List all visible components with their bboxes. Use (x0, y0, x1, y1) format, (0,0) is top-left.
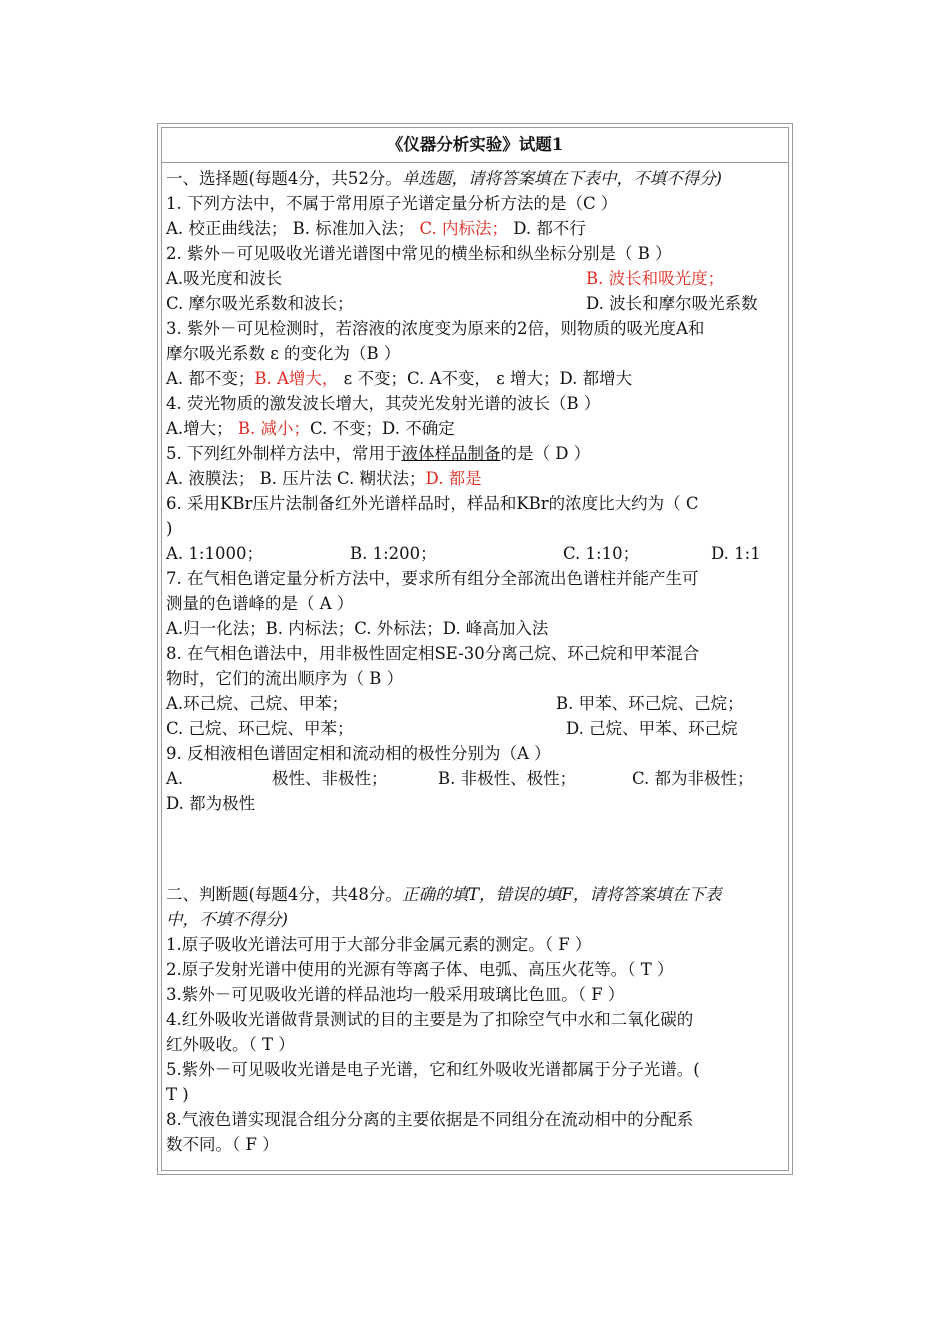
q8-stem-line2: 物时，它们的流出顺序为（ B ） (166, 669, 404, 688)
exam-table-outer (157, 123, 793, 1175)
q5-options: A. 液膜法； B. 压片法 C. 糊状法；D. 都是 (166, 469, 482, 488)
q6-options: A. 1:1000； B. 1:200； C. 1:10； D. 1:1 (166, 544, 761, 563)
q2-stem: 2. 紫外－可见吸收光谱光谱图中常见的横坐标和纵坐标分别是（ B ） (166, 244, 672, 263)
q2-options-row2: C. 摩尔吸光系数和波长； D. 波长和摩尔吸光系数 (166, 294, 758, 313)
q9-stem: 9. 反相液相色谱固定相和流动相的极性分别为（A ） (166, 744, 551, 763)
q3-options: A. 都不变；B. A增大， ε 不变；C. A不变， ε 增大；D. 都增大 (166, 369, 633, 388)
q3-answer: B. A增大， (254, 369, 339, 388)
q3-stem-line2: 摩尔吸光系数 ε 的变化为（B ） (166, 344, 401, 363)
q7-stem-line1: 7. 在气相色谱定量分析方法中，要求所有组分全部流出色谱柱并能产生可 (166, 569, 699, 588)
tf-item-8-line2: 数不同。（ F ） (166, 1135, 279, 1154)
q7-stem-line2: 测量的色谱峰的是（ A ） (166, 594, 354, 613)
q2-options-row1: A.吸光度和波长 B. 波长和吸光度； (166, 266, 786, 291)
tf-item-4-line2: 红外吸收。（ T ） (166, 1035, 295, 1054)
q1-answer: C. 内标法； (419, 219, 509, 238)
exam-body (166, 166, 786, 1157)
tf-item-3: 3.紫外－可见吸收光谱的样品池均一般采用玻璃比色皿。（ F ） (166, 985, 625, 1004)
q4-stem: 4. 荧光物质的激发波长增大，其荧光发射光谱的波长（B ） (166, 394, 601, 413)
q6-stem-line2: ) (166, 519, 173, 538)
q5-answer: D. 都是 (425, 469, 482, 488)
spacer (166, 816, 786, 882)
q4-options: A.增大； B. 减小；C. 不变；D. 不确定 (166, 419, 455, 438)
q3-stem-line1: 3. 紫外－可见检测时，若溶液的浓度变为原来的2倍，则物质的吸光度A和 (166, 319, 705, 338)
q1-stem: 1. 下列方法中，不属于常用原子光谱定量分析方法的是（C ） (166, 194, 618, 213)
section2-header-line2: 中，不填不得分) (166, 910, 288, 929)
tf-item-4-line1: 4.红外吸收光谱做背景测试的目的主要是为了扣除空气中水和二氧化碳的 (166, 1010, 694, 1029)
q8-options-row1: A.环己烷、己烷、甲苯； B. 甲苯、环己烷、己烷； (166, 694, 744, 713)
q1-options: A. 校正曲线法； B. 标准加入法； C. 内标法； D. 都不行 (166, 219, 586, 238)
q2-answer: B. 波长和吸光度； (586, 269, 725, 288)
tf-item-1: 1.原子吸收光谱法可用于大部分非金属元素的测定。（ F ） (166, 935, 592, 954)
q4-answer: B. 减小； (237, 419, 311, 438)
section2-header: 二、判断题(每题4分，共48分。正确的填T，错误的填F，请将答案填在下表 (166, 885, 722, 904)
tf-item-2: 2.原子发射光谱中使用的光源有等离子体、电弧、高压火花等。（ T ） (166, 960, 674, 979)
q8-options-row2: C. 己烷、环己烷、甲苯； D. 己烷、甲苯、环己烷 (166, 719, 738, 738)
tf-item-8-line1: 8.气液色谱实现混合组分分离的主要依据是不同组分在流动相中的分配系 (166, 1110, 694, 1129)
tf-item-5-line1: 5.紫外－可见吸收光谱是电子光谱，它和红外吸收光谱都属于分子光谱。( (166, 1060, 700, 1079)
q9-options-row2: D. 都为极性 (166, 794, 256, 813)
q5-stem: 5. 下列红外制样方法中，常用于液体样品制备的是（ D ） (166, 444, 591, 463)
section1-header: 一、选择题(每题4分，共52分。单选题，请将答案填在下表中，不填不得分) (166, 169, 722, 188)
q8-stem-line1: 8. 在气相色谱法中，用非极性固定相SE-30分离己烷、环己烷和甲苯混合 (166, 644, 700, 663)
q9-options-row1: A. 极性、非极性； B. 非极性、极性； C. 都为非极性； (166, 769, 754, 788)
exam-table (161, 127, 789, 1171)
exam-title: 《仪器分析实验》试题1 (162, 128, 788, 163)
q7-options: A.归一化法；B. 内标法；C. 外标法；D. 峰高加入法 (166, 619, 549, 638)
q6-stem-line1: 6. 采用KBr压片法制备红外光谱样品时，样品和KBr的浓度比大约为（ C (166, 494, 699, 513)
tf-item-5-line2: T ) (166, 1085, 189, 1104)
